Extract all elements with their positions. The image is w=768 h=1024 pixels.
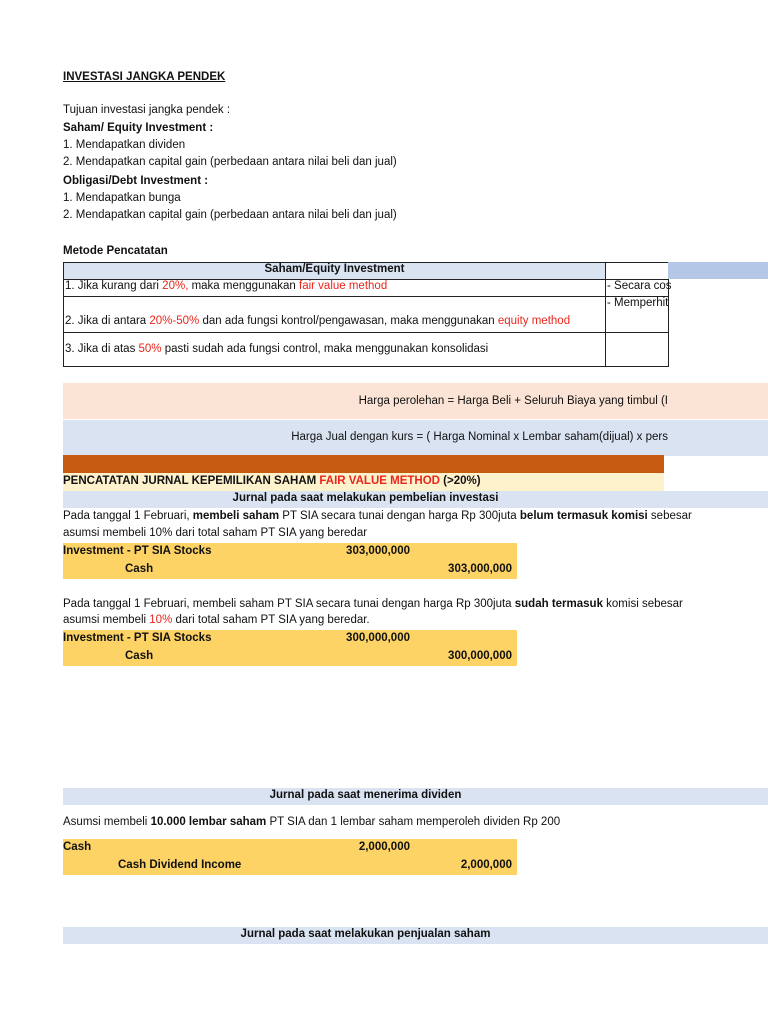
case1-credit-value: 303,000,000 [448,563,512,575]
row-1-pre: 1. Jika kurang dari [65,280,163,292]
case1-line1 [63,510,692,522]
dividend-line1 [63,816,560,828]
section-heading-post: (>20%) [439,475,481,487]
dividend-l1a: Asumsi membeli [63,816,151,828]
dividend-l1b: 10.000 lembar saham [150,816,267,828]
case2-credit-value: 300,000,000 [448,650,512,662]
case1-l1c: PT SIA secara tunai dengan harga Rp 300juta [279,510,520,522]
dividend-l1c: PT SIA dan 1 lembar saham memperoleh dividen Rp 200 [266,816,561,828]
intro-text: Tujuan investasi jangka pendek : [63,104,231,116]
case2-credit-account: Cash [125,650,154,662]
case2-debit-account: Investment - PT SIA Stocks [63,632,212,644]
row-2-pre: 2. Jika di antara [65,315,150,327]
table-header-cell-right [605,262,669,280]
equity-item-1: 1. Mendapatkan dividen [63,139,186,151]
equity-item-2: 2. Mendapatkan capital gain (perbedaan antara nilai beli dan jual) [63,156,397,168]
case2-line1 [63,598,683,610]
row-1-highlight: 20%, [162,280,189,292]
debt-item-2: 2. Mendapatkan capital gain (perbedaan antara nilai beli dan jual) [63,209,397,221]
dividend-credit-account: Cash Dividend Income [118,859,242,871]
dividend-debit-value: 2,000,000 [358,841,410,853]
row-2-right-text: - Memperhit [607,297,669,309]
case2-l2c: dari total saham PT SIA yang beredar. [172,614,370,626]
table-row-1-text [65,280,387,292]
case1-debit-value: 303,000,000 [346,545,410,557]
row-3-pre: 3. Jika di atas [65,343,139,355]
table-row-2-text [65,315,570,327]
case1-l1d: belum termasuk komisi [519,510,648,522]
equity-heading: Saham/ Equity Investment : [63,122,214,134]
case1-l1a: Pada tanggal 1 Februari, [63,510,193,522]
dividend-debit-account: Cash [63,841,92,853]
case2-l1c: komisi sebesar [602,598,683,610]
case1-line2: asumsi membeli 10% dari total saham PT SIA yang beredar [63,527,368,539]
table-header-label: Saham/Equity Investment [264,263,405,275]
case2-line2 [63,614,370,626]
row-1-method: fair value method [299,280,388,292]
formula-harga-jual: Harga Jual dengan kurs = ( Harga Nominal x Lembar saham(dijual) x pers [291,431,668,443]
section-heading-method: FAIR VALUE METHOD [319,475,440,487]
case1-l1e: sebesar [647,510,692,522]
formula-harga-perolehan: Harga perolehan = Harga Beli + Seluruh Biaya yang timbul (I [358,395,668,407]
sale-heading: Jurnal pada saat melakukan penjualan saham [240,928,491,940]
row-2-method: equity method [497,315,571,327]
dividend-heading: Jurnal pada saat menerima dividen [269,789,462,801]
case2-debit-value: 300,000,000 [346,632,410,644]
row-1-mid: maka menggunakan [188,280,299,292]
row-3-highlight: 50% [138,343,162,355]
case1-debit-account: Investment - PT SIA Stocks [63,545,212,557]
row-2-mid: dan ada fungsi kontrol/pengawasan, maka menggunakan [199,315,498,327]
purchase-heading: Jurnal pada saat melakukan pembelian investasi [232,492,499,504]
row-3-mid: pasti sudah ada fungsi control, maka menggunakan konsolidasi [161,343,489,355]
row-1-right-text: - Secara cos [607,280,672,292]
section-divider-bar [63,455,664,473]
dividend-credit-value: 2,000,000 [460,859,512,871]
debt-item-1: 1. Mendapatkan bunga [63,192,181,204]
table-row-3-right-cell [605,332,669,367]
case2-l1a: Pada tanggal 1 Februari, membeli saham PT SIA secara tunai dengan harga Rp 300juta [63,598,515,610]
section-heading-pre: PENCATATAN JURNAL KEPEMILIKAN SAHAM [63,475,320,487]
case2-l2a: asumsi membeli [63,614,150,626]
page-title: INVESTASI JANGKA PENDEK [63,71,226,83]
metode-heading: Metode Pencatatan [63,245,168,257]
table-header-blue-band [668,262,768,279]
table-row-3-text [65,343,488,355]
metode-table [63,262,768,367]
case1-credit-account: Cash [125,563,154,575]
section-heading [63,475,481,487]
debt-heading: Obligasi/Debt Investment : [63,175,209,187]
case1-l1b: membeli saham [192,510,280,522]
case2-l1b: sudah termasuk [514,598,603,610]
row-2-highlight: 20%-50% [149,315,200,327]
case2-l2b: 10% [149,614,173,626]
